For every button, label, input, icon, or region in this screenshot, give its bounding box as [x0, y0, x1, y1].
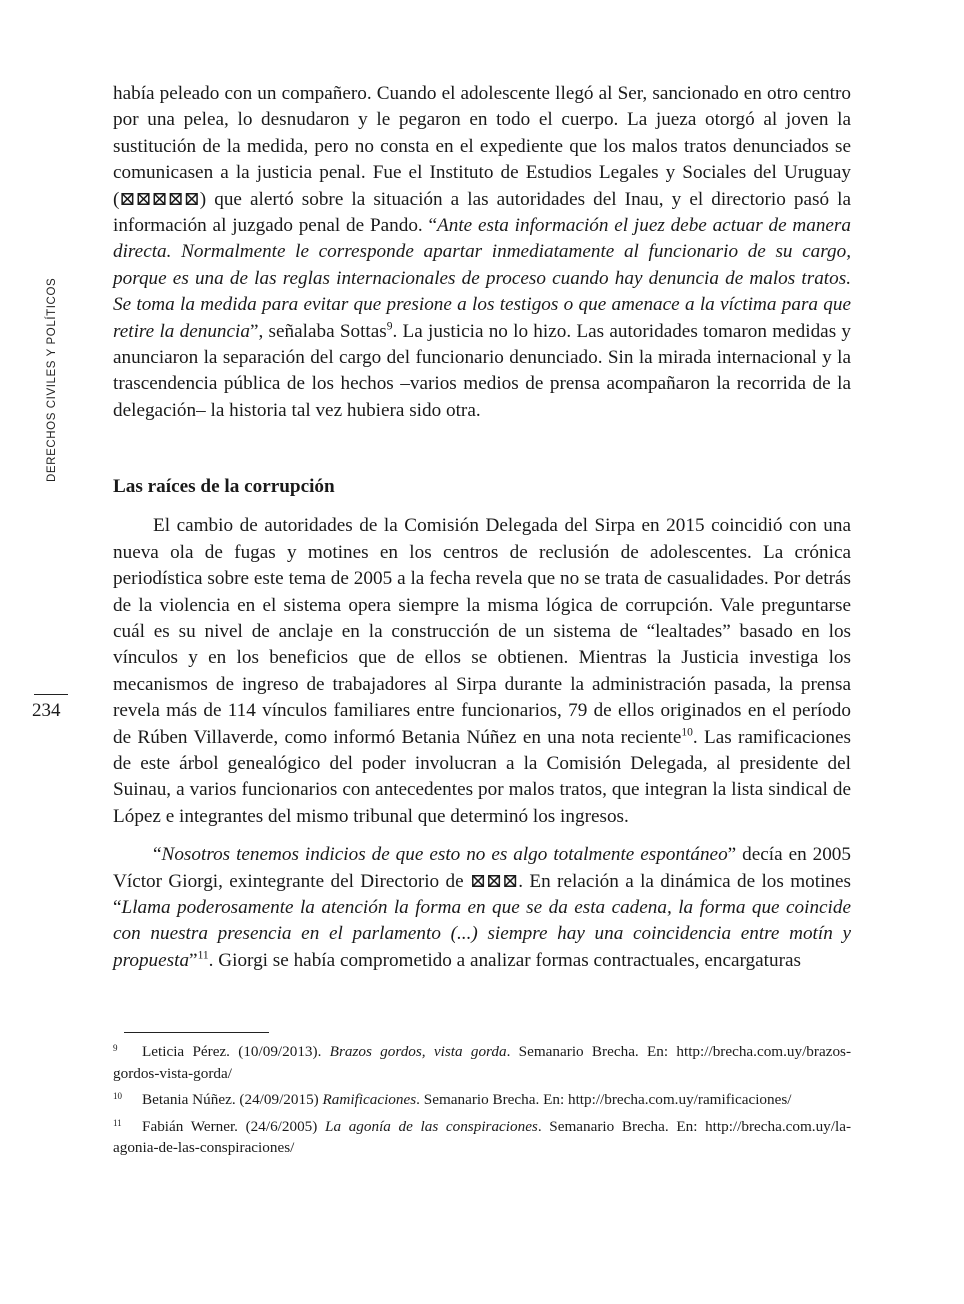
section-heading: Las raíces de la corrupción [113, 476, 335, 498]
paragraph-1-text-c: ”, señalaba Sottas [249, 320, 387, 342]
paragraph-1-text-a: había peleado con un compañero. Cuando el adolescente llegó al Ser, sancionado en otro centro por una pelea, lo desnudaron y le pegaron en todo el cuerpo. La jueza otorgó al joven la sustitución de la medida, pero no consta en el expediente que los malos tratos denunciados se comunicasen a la justicia penal. Fue el Instituto de Estudios Legales y Sociales del Uruguay ( [113, 83, 851, 210]
paragraph-3-text-a: “ [153, 844, 162, 866]
footnote-ref-9: 9 [386, 320, 393, 333]
paragraph-2-text-b: . Las ramificaciones de este árbol genealógico del poder involucran a la Comisión Delegada, al presidente del Suinau, a varios funcionarios con antecedentes por malos tratos, que integran la lista sindical de López e integrantes del mismo tribunal que determinó los ingresos. [113, 726, 851, 827]
footnote-11 [113, 1113, 851, 1159]
page-number-rule [34, 694, 68, 695]
footnote-title: Ramificaciones [322, 1091, 417, 1108]
paragraph-2-text-a: El cambio de autoridades de la Comisión Delegada del Sirpa en 2015 coincidió con una nueva ola de fugas y motines en los centros de reclusión de adolescentes. La crónica periodística sobre este tema de 2005 a la fecha revela que no se trata de casualidades. Por detrás de la violencia en el sistema opera siempre la misma lógica de corrupción. Vale preguntarse cuál es su nivel de anclaje en la construcción de un sistema de “lealtades” basado en los vínculos y en los beneficios que de ellos se obtienen. Mientras la Justicia investiga los mecanismos de ingreso de trabajadores al Sirpa durante la administración pasada, la prensa revela más de 114 vínculos familiares entre funcionarios, 79 de ellos originados en el período de Rúben Villaverde, como informó Betania Núñez en una nota reciente [113, 515, 851, 748]
paragraph-3 [113, 842, 851, 974]
footnote-text: Betania Núñez. (24/09/2015) [142, 1091, 323, 1108]
footnote-text: Fabián Werner. (24/6/2005) [142, 1117, 325, 1135]
footnote-number: 11 [113, 1117, 122, 1128]
redacted-acronym: ⊠⊠⊠⊠⊠ [119, 188, 200, 210]
paragraph-2 [113, 513, 851, 830]
footnote-separator [124, 1032, 269, 1033]
footnote-9 [113, 1038, 851, 1084]
paragraph-3-text-c: . En relación a la dinámica de los motines “ [113, 870, 851, 918]
footnote-title: La agonía de las conspiraciones [325, 1117, 538, 1135]
paragraph-3-text-e: . Giorgi se había comprometido a analizar formas contractuales, encargaturas [208, 949, 801, 971]
paragraph-3-text-b: ” decía en 2005 Víctor Giorgi, exintegrante del Directorio de [113, 844, 851, 892]
quote-giorgi-1: Nosotros tenemos indicios de que esto no es algo totalmente espontáneo [161, 844, 728, 866]
footnote-text: Leticia Pérez. (10/09/2013). [142, 1043, 330, 1060]
redacted-acronym-2: ⊠⊠⊠ [469, 870, 519, 892]
paragraph-1-text-d: . La justicia no lo hizo. Las autoridades tomaron medidas y anunciaron la separación del cargo del funcionario denunciado. Sin la mirada internacional y la trascendencia pública de los hechos –varios medios de prensa acompañaron la recorrida de la delegación– la historia tal vez hubiera sido otra. [113, 320, 852, 421]
footnote-10 [113, 1086, 851, 1111]
paragraph-1 [113, 81, 851, 424]
quote-sottas: Ante esta información el juez debe actuar de manera directa. Normalmente le corresponde apartar inmediatamente al funcionario de su cargo, porque es una de las reglas internacionales de proceso cuando hay denuncia de malos tratos. Se toma la medida para evitar que presione a los testigos o que amenace a la víctima para que retire la denuncia [113, 215, 851, 342]
footnote-ref-10: 10 [681, 726, 693, 739]
running-title: DERECHOS CIVILES Y POLÍTICOS [46, 277, 58, 482]
paragraph-3-text-d: ” [189, 949, 198, 971]
footnote-number: 9 [113, 1043, 118, 1053]
paragraph-1-text-b: ) que alertó sobre la situación a las autoridades del Inau, y el directorio pasó la información al juzgado penal de Pando. “ [113, 188, 851, 237]
footnote-number: 10 [113, 1091, 122, 1101]
footnotes [113, 1038, 851, 1161]
body-text [113, 81, 851, 974]
footnote-title: Brazos gordos, vista gorda [329, 1043, 507, 1060]
quote-giorgi-2: Llama poderosamente la atención la forma en que se da esta cadena, la forma que coincide con nuestra presencia en el parlamento (...) siempre hay una coincidencia entre motín y propuesta [113, 896, 851, 971]
footnote-ref-11: 11 [197, 949, 209, 962]
footnote-source: . Semanario Brecha. En: http://brecha.com.uy/la-agonia-de-las-conspiraciones/ [113, 1117, 851, 1156]
page-number: 234 [32, 700, 61, 721]
footnote-source: . Semanario Brecha. En: http://brecha.com.uy/brazos-gordos-vista-gorda/ [113, 1043, 852, 1082]
footnote-source: . Semanario Brecha. En: http://brecha.com.uy/ramificaciones/ [416, 1091, 792, 1108]
